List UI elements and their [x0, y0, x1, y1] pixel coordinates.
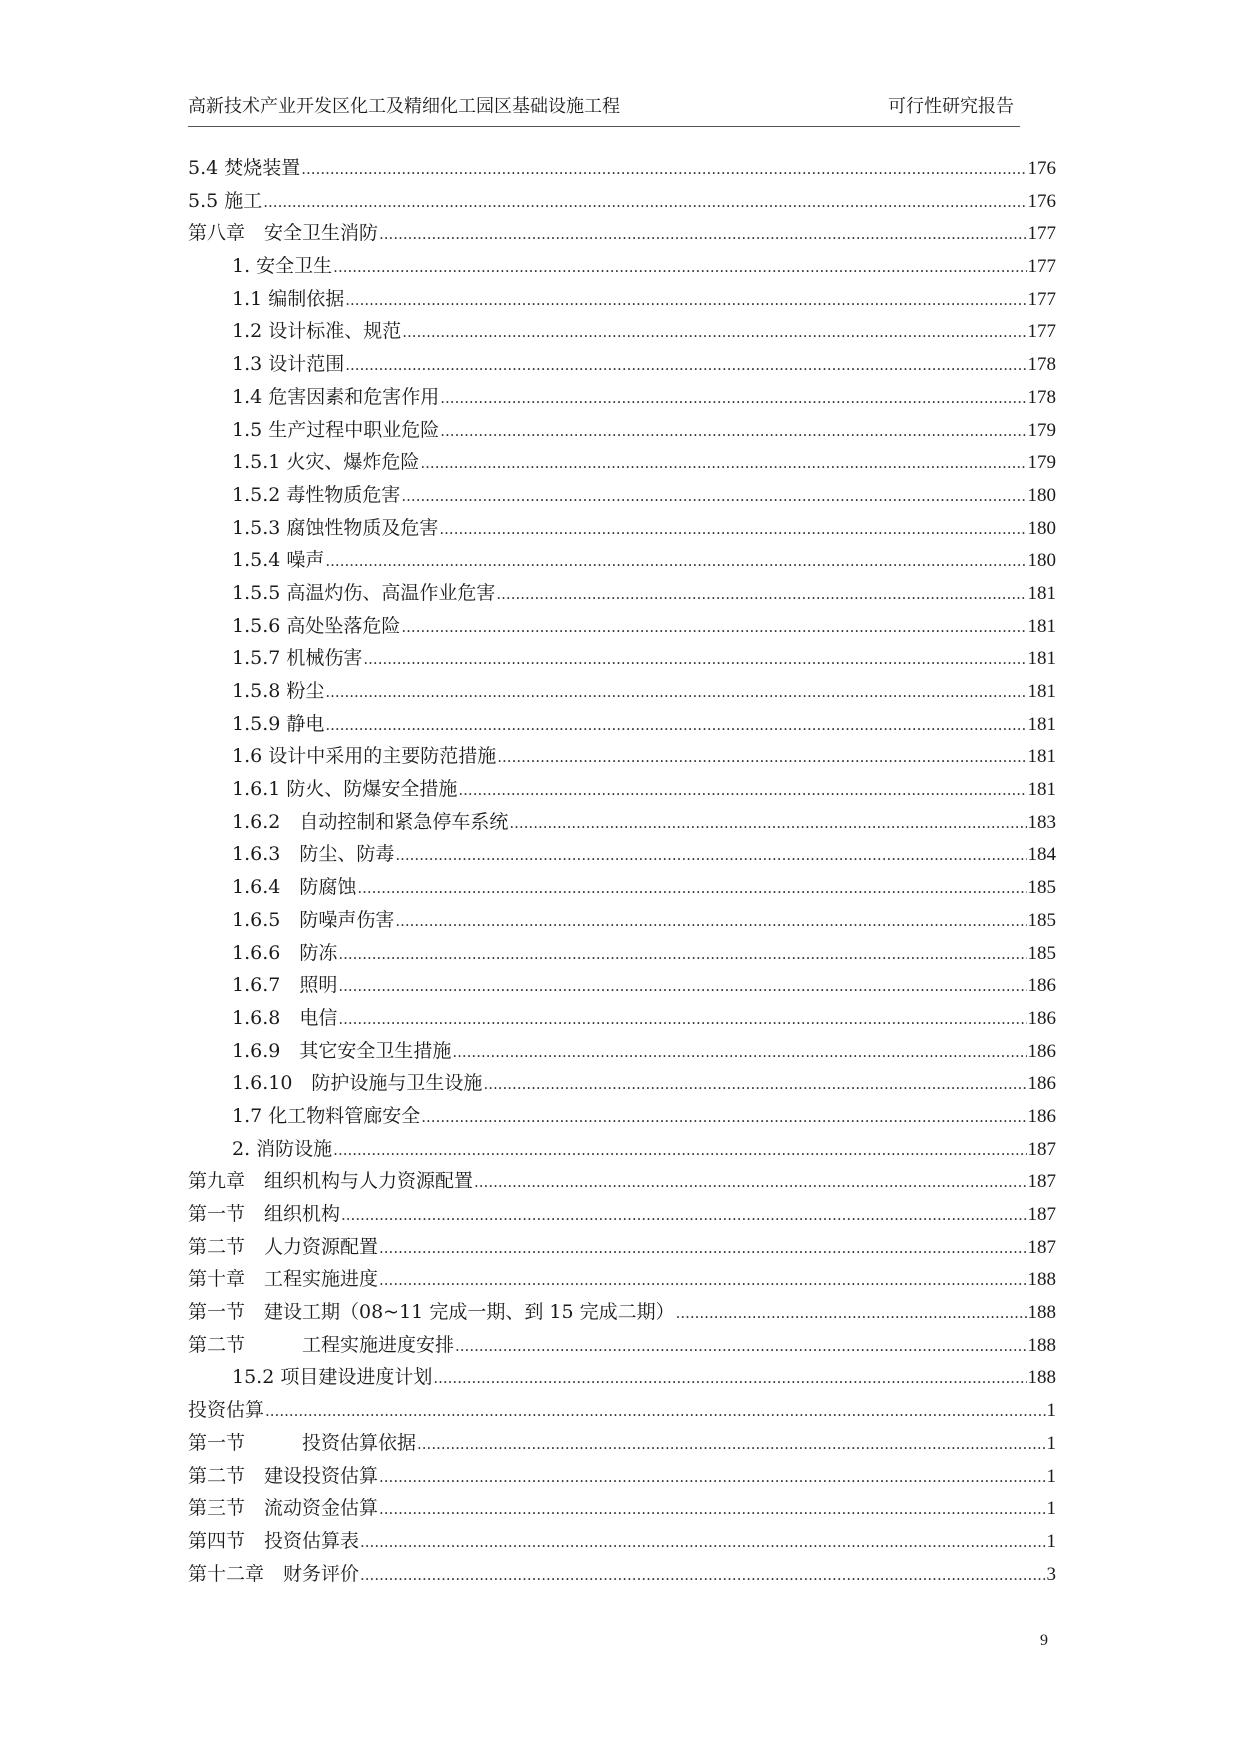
toc-leader-dots [357, 871, 1026, 905]
toc-entry-page: 178 [1027, 354, 1056, 376]
toc-entry-page: 180 [1027, 517, 1056, 539]
toc-entry[interactable] [188, 1460, 1056, 1493]
toc-entry[interactable] [188, 1165, 1056, 1198]
page-header [188, 92, 1020, 127]
toc-leader-dots [420, 446, 1026, 480]
toc-entry[interactable] [188, 1263, 1056, 1296]
toc-entry-page: 181 [1027, 582, 1056, 604]
toc-entry[interactable] [188, 1558, 1056, 1591]
toc-entry[interactable] [188, 675, 1056, 708]
toc-leader-dots [474, 1165, 1026, 1199]
toc-entry[interactable] [188, 217, 1056, 250]
toc-entry-title: 1.4 危害因素和危害作用 [232, 385, 440, 408]
toc-leader-dots [676, 1296, 1027, 1330]
toc-entry-page: 187 [1027, 1204, 1056, 1225]
toc-leader-dots [401, 479, 1026, 513]
page-number: 9 [1040, 1632, 1048, 1649]
toc-entry-title: 第一节 建设工期（08~11 完成一期、到 15 完成二期） [188, 1301, 675, 1324]
toc-entry[interactable] [188, 1133, 1056, 1166]
toc-leader-dots [417, 1427, 1045, 1461]
toc-entry[interactable] [188, 773, 1056, 806]
toc-leader-dots [360, 1525, 1045, 1559]
toc-leader-dots [325, 544, 1026, 578]
toc-entry-title: 5.5 施工 [188, 189, 263, 212]
toc-entry-title: 1.5.8 粉尘 [232, 680, 325, 702]
toc-entry[interactable] [188, 610, 1056, 643]
toc-entry-page: 179 [1027, 452, 1056, 474]
toc-entry[interactable] [188, 904, 1056, 937]
toc-leader-dots [401, 610, 1026, 644]
toc-entry-page: 1 [1046, 1400, 1056, 1422]
toc-leader-dots [345, 348, 1026, 382]
toc-entry[interactable] [188, 315, 1056, 348]
toc-entry-page: 188 [1027, 1367, 1056, 1389]
toc-leader-dots [496, 577, 1026, 611]
toc-entry-title: 第九章 组织机构与人力资源配置 [188, 1170, 474, 1193]
toc-entry-title: 1.6.8 电信 [232, 1006, 338, 1029]
toc-entry[interactable] [188, 1492, 1056, 1525]
toc-entry-title: 第二节 人力资源配置 [188, 1235, 379, 1258]
toc-leader-dots [379, 1492, 1045, 1526]
toc-leader-dots [338, 1002, 1026, 1036]
toc-entry[interactable] [188, 838, 1056, 871]
toc-entry-title: 1.7 化工物料管廊安全 [232, 1104, 421, 1127]
toc-leader-dots [433, 1361, 1026, 1395]
toc-entry[interactable] [188, 479, 1056, 512]
toc-entry-page: 186 [1027, 1007, 1056, 1029]
toc-entry-page: 1 [1046, 1432, 1056, 1454]
toc-entry-title: 1.6.3 防尘、防毒 [232, 843, 395, 866]
toc-entry-title: 第四节 投资估算表 [188, 1529, 360, 1552]
table-of-contents [188, 152, 1056, 1590]
toc-entry-page: 185 [1027, 942, 1056, 964]
toc-entry[interactable] [188, 446, 1056, 479]
toc-entry-page: 188 [1027, 1302, 1056, 1324]
toc-leader-dots [301, 152, 1026, 186]
toc-entry-title: 1.5.9 静电 [232, 712, 325, 735]
toc-entry-page: 188 [1027, 1269, 1056, 1291]
toc-leader-dots [325, 675, 1026, 709]
toc-leader-dots [483, 1067, 1026, 1101]
toc-entry[interactable] [188, 1394, 1056, 1427]
toc-entry-title: 1. 安全卫生 [232, 255, 333, 278]
toc-leader-dots [421, 1100, 1026, 1134]
toc-entry-page: 184 [1027, 844, 1056, 866]
toc-entry-title: 1.5.2 毒性物质危害 [232, 483, 401, 506]
toc-leader-dots [360, 1558, 1045, 1592]
toc-leader-dots [440, 414, 1026, 448]
toc-entry[interactable] [188, 544, 1056, 577]
toc-entry-page: 181 [1027, 779, 1056, 801]
toc-entry-title: 1.5 生产过程中职业危险 [232, 418, 440, 441]
toc-entry-page: 179 [1027, 419, 1056, 441]
toc-leader-dots [338, 969, 1026, 1003]
toc-leader-dots [509, 806, 1026, 840]
toc-entry-title: 1.6.7 照明 [232, 974, 338, 997]
toc-entry-page: 188 [1027, 1334, 1056, 1356]
toc-entry-page: 177 [1027, 256, 1056, 278]
toc-leader-dots [452, 1035, 1026, 1069]
toc-entry-title: 1.5.3 腐蚀性物质及危害 [232, 516, 439, 539]
toc-entry[interactable] [188, 969, 1056, 1002]
toc-entry-title: 1.6.10 防护设施与卫生设施 [232, 1072, 483, 1095]
toc-leader-dots [325, 708, 1026, 742]
toc-leader-dots [338, 937, 1026, 971]
toc-entry-page: 186 [1027, 1073, 1056, 1095]
toc-entry-title: 1.6.1 防火、防爆安全措施 [232, 778, 458, 801]
toc-leader-dots [458, 773, 1026, 807]
toc-entry-page: 186 [1027, 1040, 1056, 1062]
toc-entry-title: 第一节 组织机构 [188, 1203, 341, 1225]
toc-entry-title: 第十章 工程实施进度 [188, 1268, 379, 1291]
toc-entry-title: 第十二章 财务评价 [188, 1562, 360, 1585]
toc-entry-title: 15.2 项目建设进度计划 [232, 1366, 433, 1389]
toc-leader-dots [333, 1133, 1026, 1167]
toc-entry[interactable] [188, 1198, 1056, 1231]
header-doc-type: 可行性研究报告 [888, 96, 1014, 117]
toc-entry-page: 177 [1027, 223, 1056, 245]
toc-entry-title: 5.4 焚烧装置 [188, 157, 301, 179]
toc-entry[interactable] [188, 1100, 1056, 1133]
toc-entry-title: 1.6.2 自动控制和紧急停车系统 [232, 810, 509, 833]
toc-leader-dots [440, 381, 1026, 415]
toc-entry-title: 第三节 流动资金估算 [188, 1497, 379, 1520]
toc-entry[interactable] [188, 283, 1056, 316]
toc-entry-page: 181 [1027, 746, 1056, 768]
toc-entry-title: 1.6.6 防冻 [232, 941, 338, 964]
toc-entry-page: 180 [1027, 484, 1056, 506]
toc-entry[interactable] [188, 937, 1056, 970]
toc-entry-title: 第二节 建设投资估算 [188, 1464, 379, 1487]
toc-entry-title: 投资估算 [188, 1399, 265, 1422]
toc-entry[interactable] [188, 250, 1056, 283]
toc-leader-dots [379, 217, 1026, 251]
toc-entry-title: 1.3 设计范围 [232, 353, 345, 376]
toc-entry[interactable] [188, 1296, 1056, 1329]
toc-entry-page: 187 [1027, 1138, 1056, 1160]
toc-entry-page: 181 [1027, 615, 1056, 637]
toc-entry[interactable] [188, 871, 1056, 904]
toc-leader-dots [402, 315, 1026, 349]
toc-entry-title: 第八章 安全卫生消防 [188, 222, 379, 245]
toc-leader-dots [379, 1460, 1045, 1494]
toc-entry-page: 178 [1027, 386, 1056, 408]
toc-entry-title: 1.1 编制依据 [232, 287, 345, 310]
toc-entry-title: 2. 消防设施 [232, 1137, 333, 1160]
toc-leader-dots [333, 250, 1026, 284]
toc-entry[interactable] [188, 1525, 1056, 1558]
toc-entry-page: 1 [1046, 1530, 1056, 1552]
toc-leader-dots [345, 283, 1026, 317]
toc-entry-page: 176 [1027, 158, 1056, 179]
toc-entry-page: 183 [1027, 811, 1056, 833]
toc-leader-dots [395, 838, 1026, 872]
toc-entry[interactable] [188, 577, 1056, 610]
toc-entry[interactable] [188, 152, 1056, 185]
toc-entry-title: 1.6.5 防噪声伤害 [232, 908, 395, 931]
toc-entry-title: 1.5.5 高温灼伤、高温作业危害 [232, 581, 496, 604]
toc-entry[interactable] [188, 1035, 1056, 1068]
toc-leader-dots [379, 1231, 1026, 1265]
toc-leader-dots [379, 1263, 1026, 1297]
toc-entry-title: 1.5.1 火灾、爆炸危险 [232, 451, 420, 474]
toc-entry-page: 3 [1046, 1563, 1056, 1585]
toc-entry[interactable] [188, 1067, 1056, 1100]
toc-entry[interactable] [188, 642, 1056, 675]
toc-entry[interactable] [188, 1361, 1056, 1394]
toc-leader-dots [363, 642, 1026, 676]
toc-entry[interactable] [188, 1002, 1056, 1035]
toc-entry[interactable] [188, 806, 1056, 839]
toc-leader-dots [455, 1329, 1026, 1363]
toc-entry[interactable] [188, 185, 1056, 218]
toc-entry-title: 1.6.4 防腐蚀 [232, 876, 357, 899]
toc-entry-page: 177 [1027, 288, 1056, 310]
toc-entry-title: 第一节 投资估算依据 [188, 1431, 417, 1454]
toc-entry-title: 1.2 设计标准、规范 [232, 320, 402, 343]
toc-entry-page: 185 [1027, 877, 1056, 899]
toc-entry-title: 1.6 设计中采用的主要防范措施 [232, 745, 497, 768]
toc-entry-page: 180 [1027, 550, 1056, 572]
toc-entry[interactable] [188, 740, 1056, 773]
toc-entry[interactable] [188, 1427, 1056, 1460]
toc-leader-dots [497, 740, 1026, 774]
toc-leader-dots [395, 904, 1026, 938]
toc-entry-title: 1.6.9 其它安全卫生措施 [232, 1039, 452, 1062]
toc-entry-title: 1.5.4 噪声 [232, 549, 325, 572]
toc-entry-page: 1 [1046, 1465, 1056, 1487]
toc-leader-dots [341, 1198, 1026, 1232]
toc-entry[interactable] [188, 381, 1056, 414]
toc-entry[interactable] [188, 348, 1056, 381]
toc-entry-title: 1.5.7 机械伤害 [232, 647, 363, 670]
toc-entry-page: 181 [1027, 713, 1056, 735]
toc-entry[interactable] [188, 708, 1056, 741]
toc-entry-page: 187 [1027, 1236, 1056, 1258]
toc-entry-page: 176 [1027, 190, 1056, 212]
toc-leader-dots [263, 185, 1026, 219]
toc-entry-title: 1.5.6 高处坠落危险 [232, 614, 401, 637]
toc-leader-dots [265, 1394, 1045, 1428]
toc-entry-title: 第二节 工程实施进度安排 [188, 1333, 455, 1356]
toc-entry-page: 185 [1027, 909, 1056, 931]
toc-entry[interactable] [188, 1329, 1056, 1362]
toc-entry-page: 181 [1027, 648, 1056, 670]
toc-entry-page: 187 [1027, 1171, 1056, 1193]
toc-entry-page: 186 [1027, 975, 1056, 997]
toc-entry-page: 177 [1027, 321, 1056, 343]
toc-leader-dots [439, 512, 1026, 546]
toc-entry[interactable] [188, 414, 1056, 447]
toc-entry-page: 181 [1027, 681, 1056, 702]
toc-entry-page: 186 [1027, 1105, 1056, 1127]
toc-entry[interactable] [188, 1231, 1056, 1264]
toc-entry[interactable] [188, 512, 1056, 545]
toc-entry-page: 1 [1046, 1498, 1056, 1520]
header-title: 高新技术产业开发区化工及精细化工园区基础设施工程 [188, 96, 620, 117]
